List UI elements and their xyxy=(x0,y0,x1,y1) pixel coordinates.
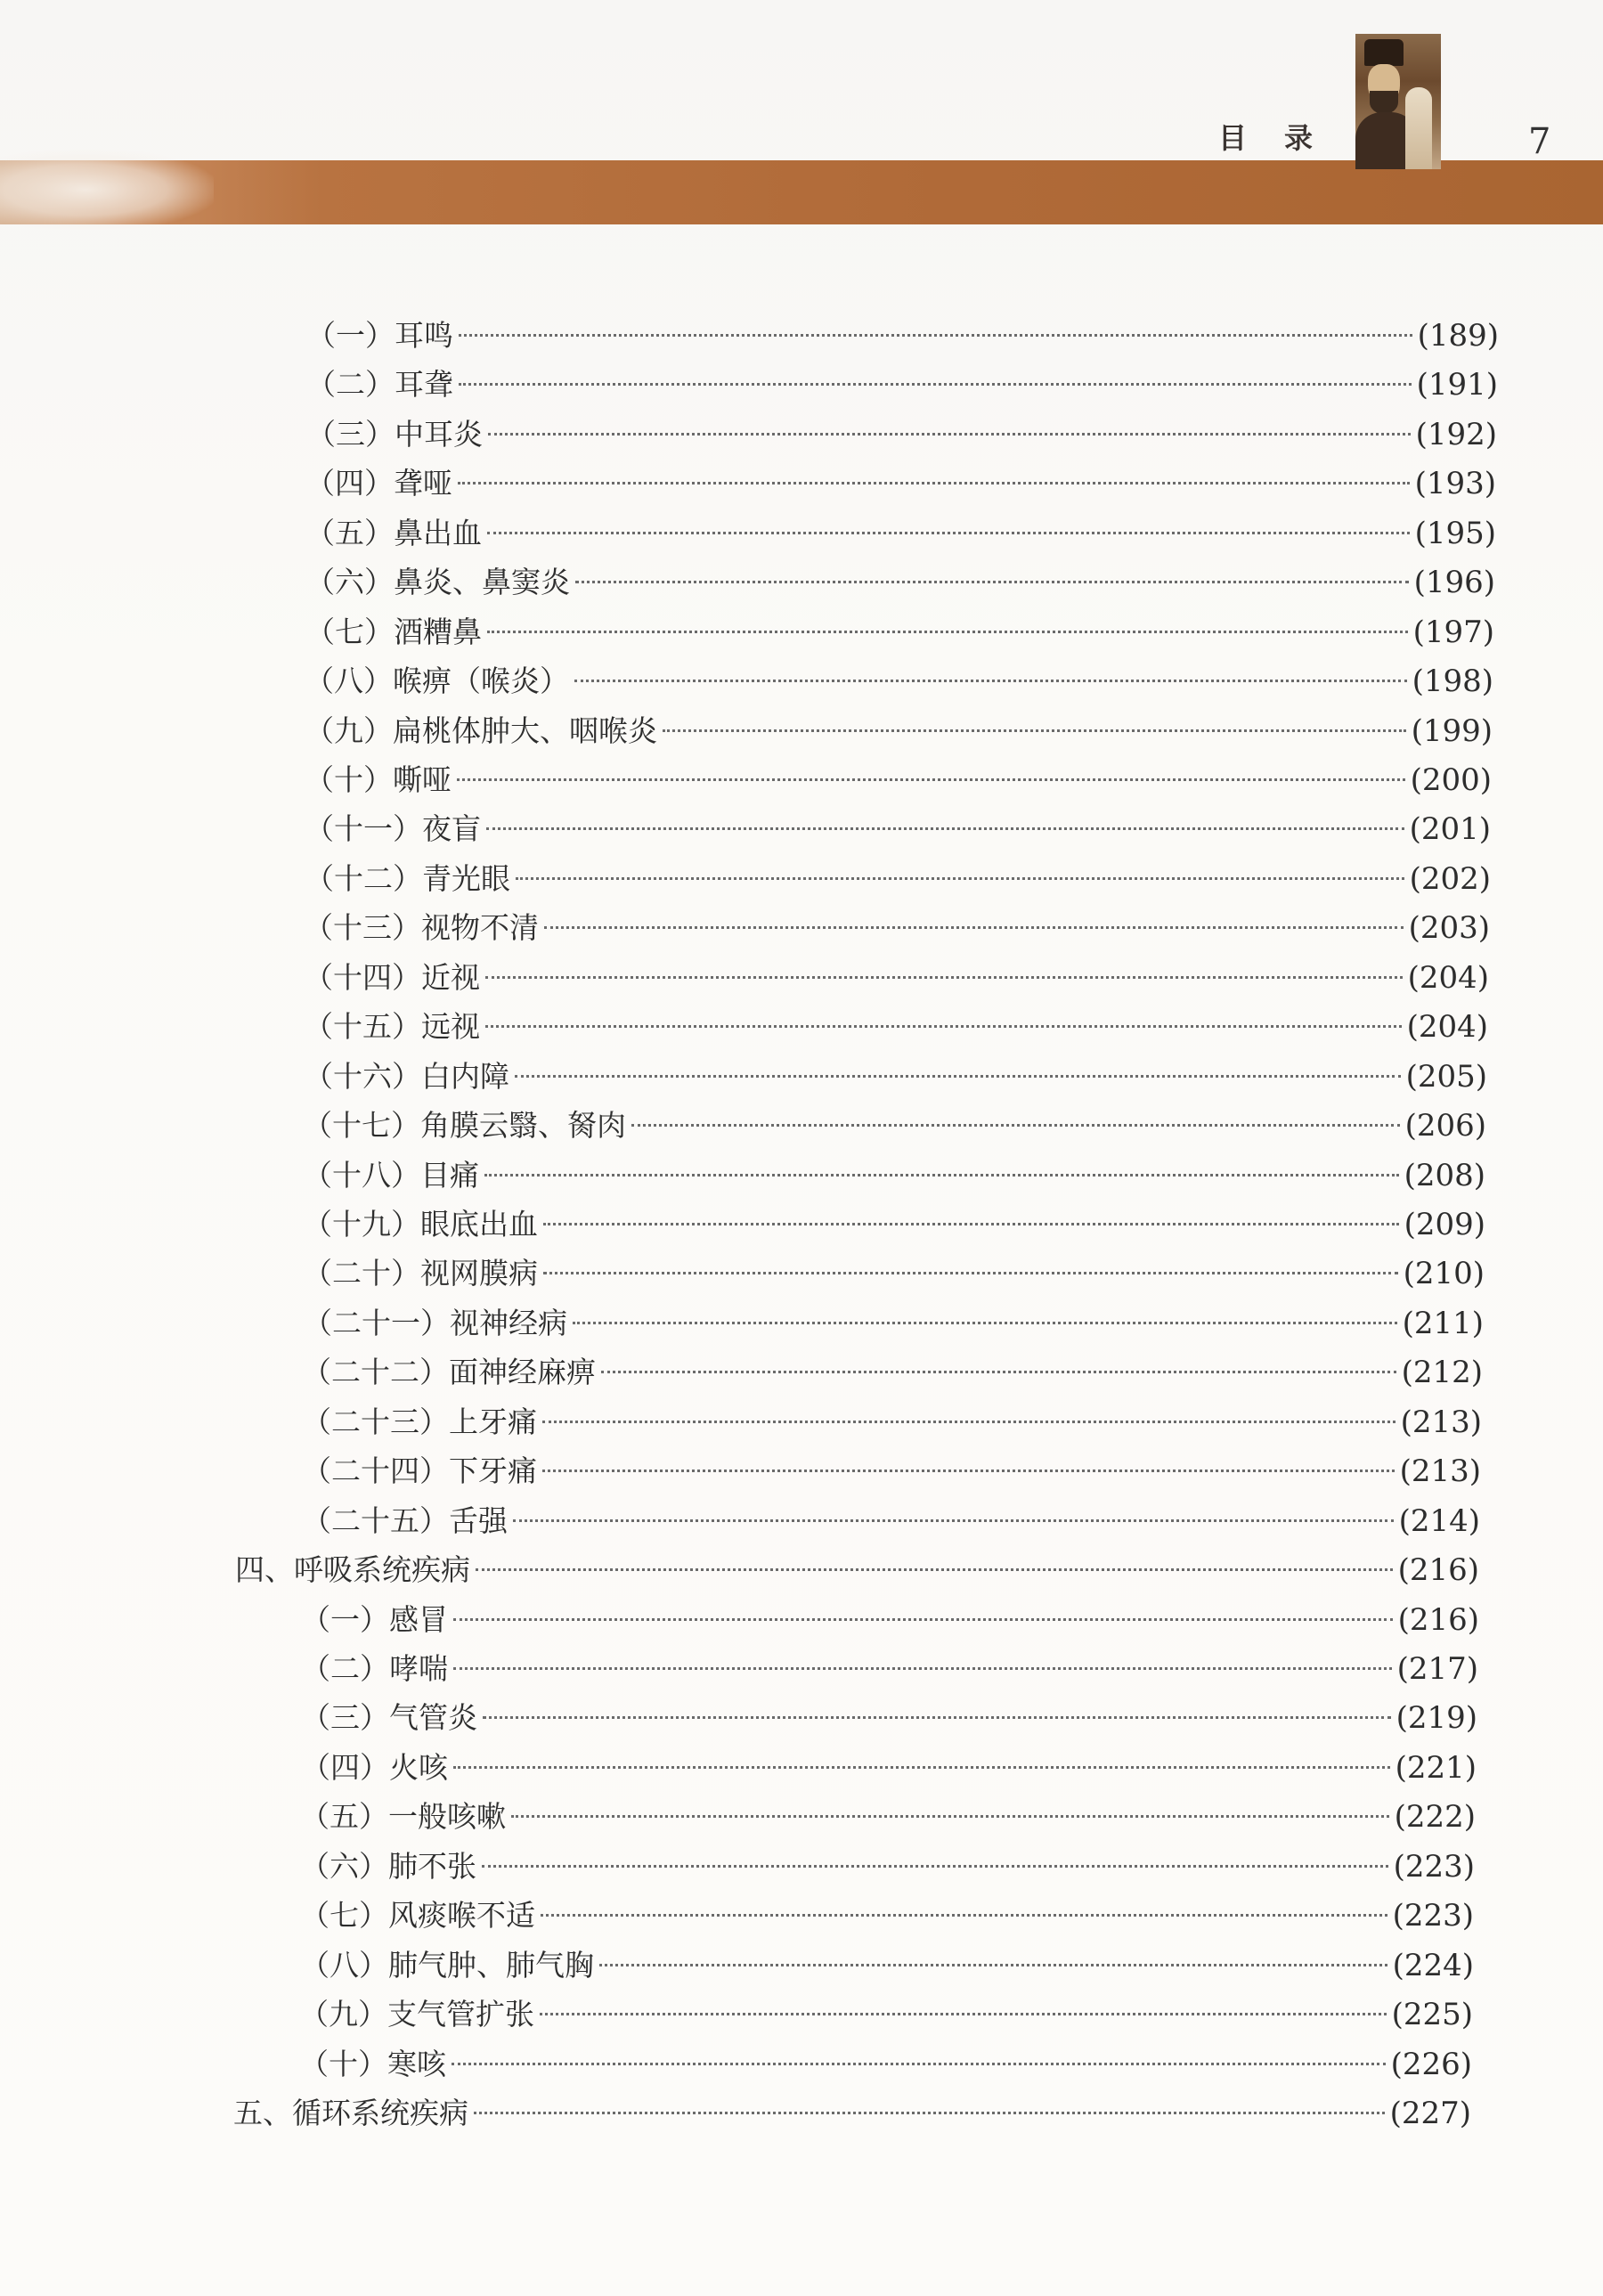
toc-entry-page: (200) xyxy=(1410,762,1492,798)
toc-row[interactable] xyxy=(305,461,1496,506)
toc-section-row[interactable] xyxy=(233,2091,1471,2136)
toc-entry-title: （十七）角膜云翳、胬肉 xyxy=(303,1108,626,1143)
toc-entry-title: （九）支气管扩张 xyxy=(299,1997,534,2031)
dot-leader xyxy=(541,1914,1387,1917)
toc-entry-page: (202) xyxy=(1409,861,1491,897)
toc-entry-page: (212) xyxy=(1401,1355,1483,1390)
dot-leader xyxy=(483,1716,1391,1719)
toc-entry-title: （二十）视网膜病 xyxy=(303,1256,538,1290)
toc-entry-title: （八）肺气肿、肺气胸 xyxy=(300,1948,594,1983)
toc-entry-title: （十八）目痛 xyxy=(303,1158,479,1193)
toc-entry-page: (222) xyxy=(1394,1799,1476,1835)
toc-row[interactable] xyxy=(302,1499,1480,1543)
toc-entry-title: （十三）视物不清 xyxy=(304,910,539,945)
toc-entry-title: （七）酒糟鼻 xyxy=(305,615,482,649)
toc-row[interactable] xyxy=(304,906,1490,950)
dot-leader xyxy=(476,1568,1393,1571)
dot-leader xyxy=(474,2112,1385,2114)
dot-leader xyxy=(663,729,1406,732)
dot-leader xyxy=(488,433,1411,436)
dot-leader xyxy=(486,827,1404,830)
toc-row[interactable] xyxy=(304,956,1489,1000)
toc-entry-page: (204) xyxy=(1406,1009,1488,1045)
toc-entry-title: 四、呼吸系统疾病 xyxy=(235,1552,470,1587)
dot-leader xyxy=(487,631,1408,633)
toc-row[interactable] xyxy=(304,1005,1488,1049)
toc-entry-title: （十）嘶哑 xyxy=(305,762,452,797)
toc-entry-title: （六）肺不张 xyxy=(300,1849,476,1884)
toc-entry-title: （二）耳聋 xyxy=(306,367,453,402)
toc-entry-page: (205) xyxy=(1405,1059,1487,1095)
toc-entry-title: （十六）白内障 xyxy=(304,1059,509,1094)
toc-entry-title: （五）一般咳嗽 xyxy=(300,1799,506,1834)
toc-entry-title: （二）哮喘 xyxy=(301,1651,448,1686)
dot-leader xyxy=(599,1964,1387,1966)
toc-row[interactable] xyxy=(305,857,1491,901)
toc-row[interactable] xyxy=(302,1350,1483,1395)
toc-row[interactable] xyxy=(300,1844,1475,1889)
toc-row[interactable] xyxy=(303,1202,1485,1247)
dot-leader xyxy=(457,778,1405,781)
toc-entry-title: （五）鼻出血 xyxy=(305,516,482,550)
toc-entry-page: (217) xyxy=(1396,1651,1478,1687)
toc-entry-page: (223) xyxy=(1393,1849,1475,1885)
toc-entry-page: (203) xyxy=(1408,910,1490,946)
toc-entry-title: （七）风痰喉不适 xyxy=(300,1898,535,1933)
toc-entry-page: (196) xyxy=(1413,565,1495,600)
toc-entry-title: （二十三）上牙痛 xyxy=(302,1404,537,1439)
dot-leader xyxy=(459,383,1412,386)
toc-entry-page: (216) xyxy=(1397,1602,1479,1638)
toc-entry-title: （三）气管炎 xyxy=(301,1700,477,1735)
dot-leader xyxy=(453,1618,1393,1621)
toc-row[interactable] xyxy=(299,2042,1472,2087)
toc-row[interactable] xyxy=(302,1400,1482,1445)
dot-leader xyxy=(487,532,1410,534)
toc-entry-title: （二十五）舌强 xyxy=(302,1503,508,1538)
dot-leader xyxy=(484,1174,1399,1176)
toc-row[interactable] xyxy=(306,412,1497,457)
page-number: 7 xyxy=(1528,121,1551,162)
dot-leader xyxy=(574,680,1407,682)
toc-row[interactable] xyxy=(301,1746,1477,1790)
toc-entry-title: （十一）夜盲 xyxy=(305,811,481,846)
dot-leader xyxy=(453,1766,1390,1769)
toc-row[interactable] xyxy=(305,709,1493,753)
toc-entry-page: (195) xyxy=(1414,516,1496,551)
toc-row[interactable] xyxy=(305,807,1491,851)
toc-entry-page: (221) xyxy=(1395,1750,1477,1786)
toc-row[interactable] xyxy=(305,659,1493,704)
toc-row[interactable] xyxy=(300,1795,1476,1839)
toc-row[interactable] xyxy=(301,1647,1478,1691)
toc-entry-page: (191) xyxy=(1416,367,1498,403)
toc-entry-page: (204) xyxy=(1407,960,1489,996)
toc-row[interactable] xyxy=(303,1153,1485,1198)
toc-entry-page: (193) xyxy=(1414,466,1496,501)
toc-row[interactable] xyxy=(303,1251,1485,1296)
toc-row[interactable] xyxy=(303,1103,1486,1148)
toc-entry-page: (192) xyxy=(1415,417,1497,452)
toc-entry-title: （十九）眼底出血 xyxy=(303,1207,538,1242)
dot-leader xyxy=(458,482,1410,484)
dot-leader xyxy=(575,581,1409,583)
toc-row[interactable] xyxy=(305,758,1492,802)
toc-entry-title: （一）感冒 xyxy=(301,1602,448,1637)
toc-entry-page: (223) xyxy=(1392,1898,1474,1934)
toc-entry-page: (213) xyxy=(1399,1453,1481,1489)
dot-leader xyxy=(515,1075,1401,1078)
dot-leader xyxy=(601,1371,1396,1373)
toc-entry-page: (201) xyxy=(1409,811,1491,847)
toc-row[interactable] xyxy=(305,560,1495,605)
dot-leader xyxy=(544,926,1404,929)
toc-entry-page: (219) xyxy=(1396,1700,1477,1736)
dot-leader xyxy=(516,877,1404,880)
toc-entry-page: (225) xyxy=(1391,1997,1473,2032)
dot-leader xyxy=(511,1815,1389,1818)
toc-row[interactable] xyxy=(306,313,1499,358)
toc-entry-page: (209) xyxy=(1404,1207,1485,1242)
toc-entry-page: (213) xyxy=(1400,1404,1482,1440)
toc-row[interactable] xyxy=(300,1893,1474,1938)
dot-leader xyxy=(540,2013,1387,2015)
dot-leader xyxy=(485,1025,1402,1028)
toc-row[interactable] xyxy=(303,1301,1484,1346)
toc-entry-title: （六）鼻炎、鼻窦炎 xyxy=(305,565,570,599)
toc-row[interactable] xyxy=(301,1696,1477,1740)
toc-entry-page: (224) xyxy=(1392,1948,1474,1983)
toc-row[interactable] xyxy=(306,362,1498,407)
toc-entry-title: （十五）远视 xyxy=(304,1009,480,1044)
toc-entry-page: (226) xyxy=(1390,2047,1472,2082)
toc-row[interactable] xyxy=(301,1598,1479,1642)
toc-entry-page: (199) xyxy=(1411,713,1493,749)
toc-entry-page: (189) xyxy=(1417,318,1499,354)
toc-entry-title: （八）喉痹（喉炎） xyxy=(305,664,569,698)
toc-entry-title: （十）寒咳 xyxy=(299,2047,446,2081)
toc-entry-page: (206) xyxy=(1404,1108,1486,1144)
dot-leader xyxy=(485,976,1403,979)
dot-leader xyxy=(482,1865,1388,1868)
toc-row[interactable] xyxy=(299,1992,1473,2037)
toc-entry-page: (227) xyxy=(1389,2096,1471,2131)
toc-entry-title: （四）聋哑 xyxy=(305,466,452,501)
dot-leader xyxy=(543,1223,1399,1225)
toc-entry-title: 五、循环系统疾病 xyxy=(233,2096,468,2130)
toc-entry-title: （十四）近视 xyxy=(304,960,480,995)
dot-leader xyxy=(459,334,1412,337)
toc-row[interactable] xyxy=(300,1943,1474,1988)
toc-entry-title: （九）扁桃体肿大、咽喉炎 xyxy=(305,713,657,748)
toc-entry-title: （二十四）下牙痛 xyxy=(302,1453,537,1488)
toc-entry-page: (208) xyxy=(1404,1158,1485,1193)
toc-entry-title: （二十一）视神经病 xyxy=(303,1306,567,1340)
toc-row[interactable] xyxy=(304,1054,1487,1099)
dot-leader xyxy=(543,1272,1398,1274)
toc-entry-page: (198) xyxy=(1412,664,1493,699)
toc-row[interactable] xyxy=(305,610,1494,655)
dot-leader xyxy=(453,1667,1392,1670)
dot-leader xyxy=(542,1421,1396,1423)
toc-row[interactable] xyxy=(305,511,1496,556)
dot-leader xyxy=(513,1519,1394,1522)
section-title: 目录 xyxy=(1218,121,1351,155)
toc-entry-title: （一）耳鸣 xyxy=(306,318,453,353)
toc-entry-page: (210) xyxy=(1403,1256,1485,1291)
toc-entry-page: (216) xyxy=(1397,1552,1479,1588)
dot-leader xyxy=(573,1322,1397,1324)
toc-entry-title: （四）火咳 xyxy=(301,1750,448,1785)
toc-entry-page: (197) xyxy=(1412,615,1494,650)
toc-section-row[interactable] xyxy=(235,1548,1479,1592)
toc-entry-title: （十二）青光眼 xyxy=(305,861,510,896)
toc-entry-title: （二十二）面神经麻痹 xyxy=(302,1355,596,1389)
toc-entry-page: (214) xyxy=(1398,1503,1480,1539)
toc-entry-title: （三）中耳炎 xyxy=(306,417,483,452)
toc-entry-page: (211) xyxy=(1402,1306,1484,1341)
dot-leader xyxy=(631,1124,1400,1127)
dot-leader xyxy=(542,1470,1395,1472)
dot-leader xyxy=(452,2063,1386,2065)
toc-row[interactable] xyxy=(302,1449,1481,1494)
